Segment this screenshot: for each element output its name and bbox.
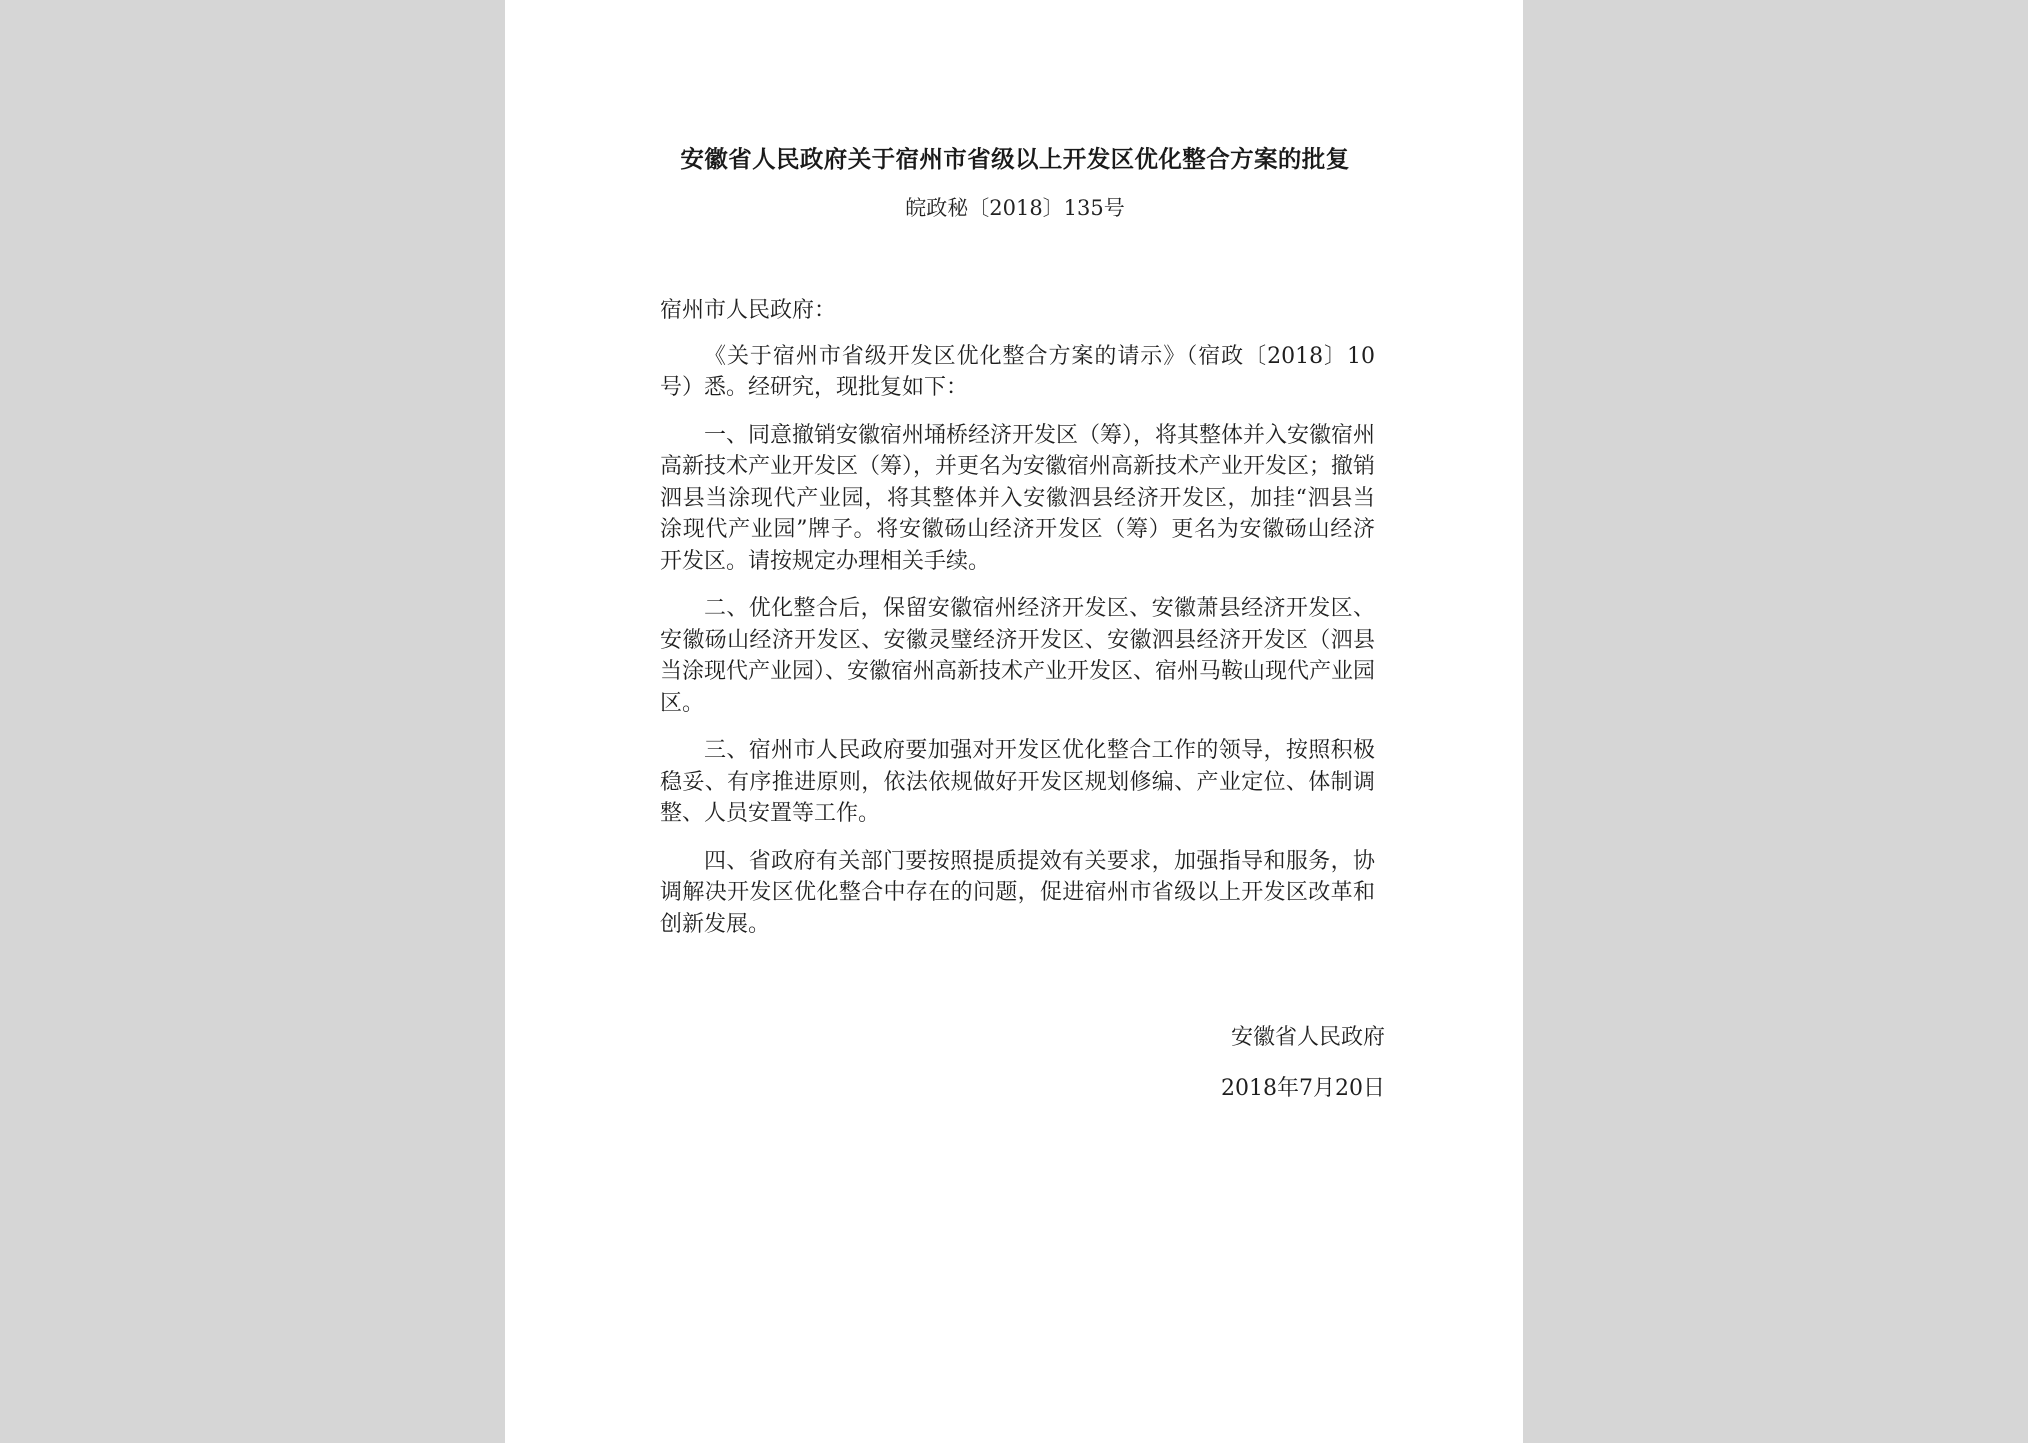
- signature: 安徽省人民政府: [1230, 1025, 1385, 1050]
- paragraph-item-1: 一、同意撤销安徽宿州埇桥经济开发区（筹），将其整体并入安徽宿州高新技术产业开发区（筹），并更名为安徽宿州高新技术产业开发区；撤销泗县当涂现代产业园，将其整体并入安徽泗县经济开发区，加挂“泗县当涂现代产业园”牌子。将安徽砀山经济开发区（筹）更名为安徽砀山经济开发区。请按规定办理相关手续。: [660, 422, 1376, 574]
- paragraph-item-2: 二、优化整合后，保留安徽宿州经济开发区、安徽萧县经济开发区、安徽砀山经济开发区、安徽灵璧经济开发区、安徽泗县经济开发区（泗县当涂现代产业园）、安徽宿州高新技术产业开发区、宿州马鞍山现代产业园区。: [660, 596, 1376, 716]
- document-body: [660, 295, 1375, 956]
- document-number: 皖政秘〔2018〕135号: [905, 196, 1125, 220]
- document-title: 安徽省人民政府关于宿州市省级以上开发区优化整合方案的批复: [680, 145, 1350, 173]
- salutation: 宿州市人民政府：: [660, 298, 837, 323]
- document-page: [505, 0, 1523, 1443]
- paragraph-item-4: 四、省政府有关部门要按照提质提效有关要求，加强指导和服务，协调解决开发区优化整合中存在的问题，促进宿州市省级以上开发区改革和创新发展。: [660, 848, 1375, 937]
- paragraph-item-3: 三、宿州市人民政府要加强对开发区优化整合工作的领导，按照积极稳妥、有序推进原则，依法依规做好开发区规划修编、产业定位、体制调整、人员安置等工作。: [660, 738, 1375, 826]
- signature-date: 2018年7月20日: [1221, 1076, 1385, 1101]
- paragraph-intro: 《关于宿州市省级开发区优化整合方案的请示》（宿政〔2018〕10号）悉。经研究，现批复如下：: [660, 343, 1376, 400]
